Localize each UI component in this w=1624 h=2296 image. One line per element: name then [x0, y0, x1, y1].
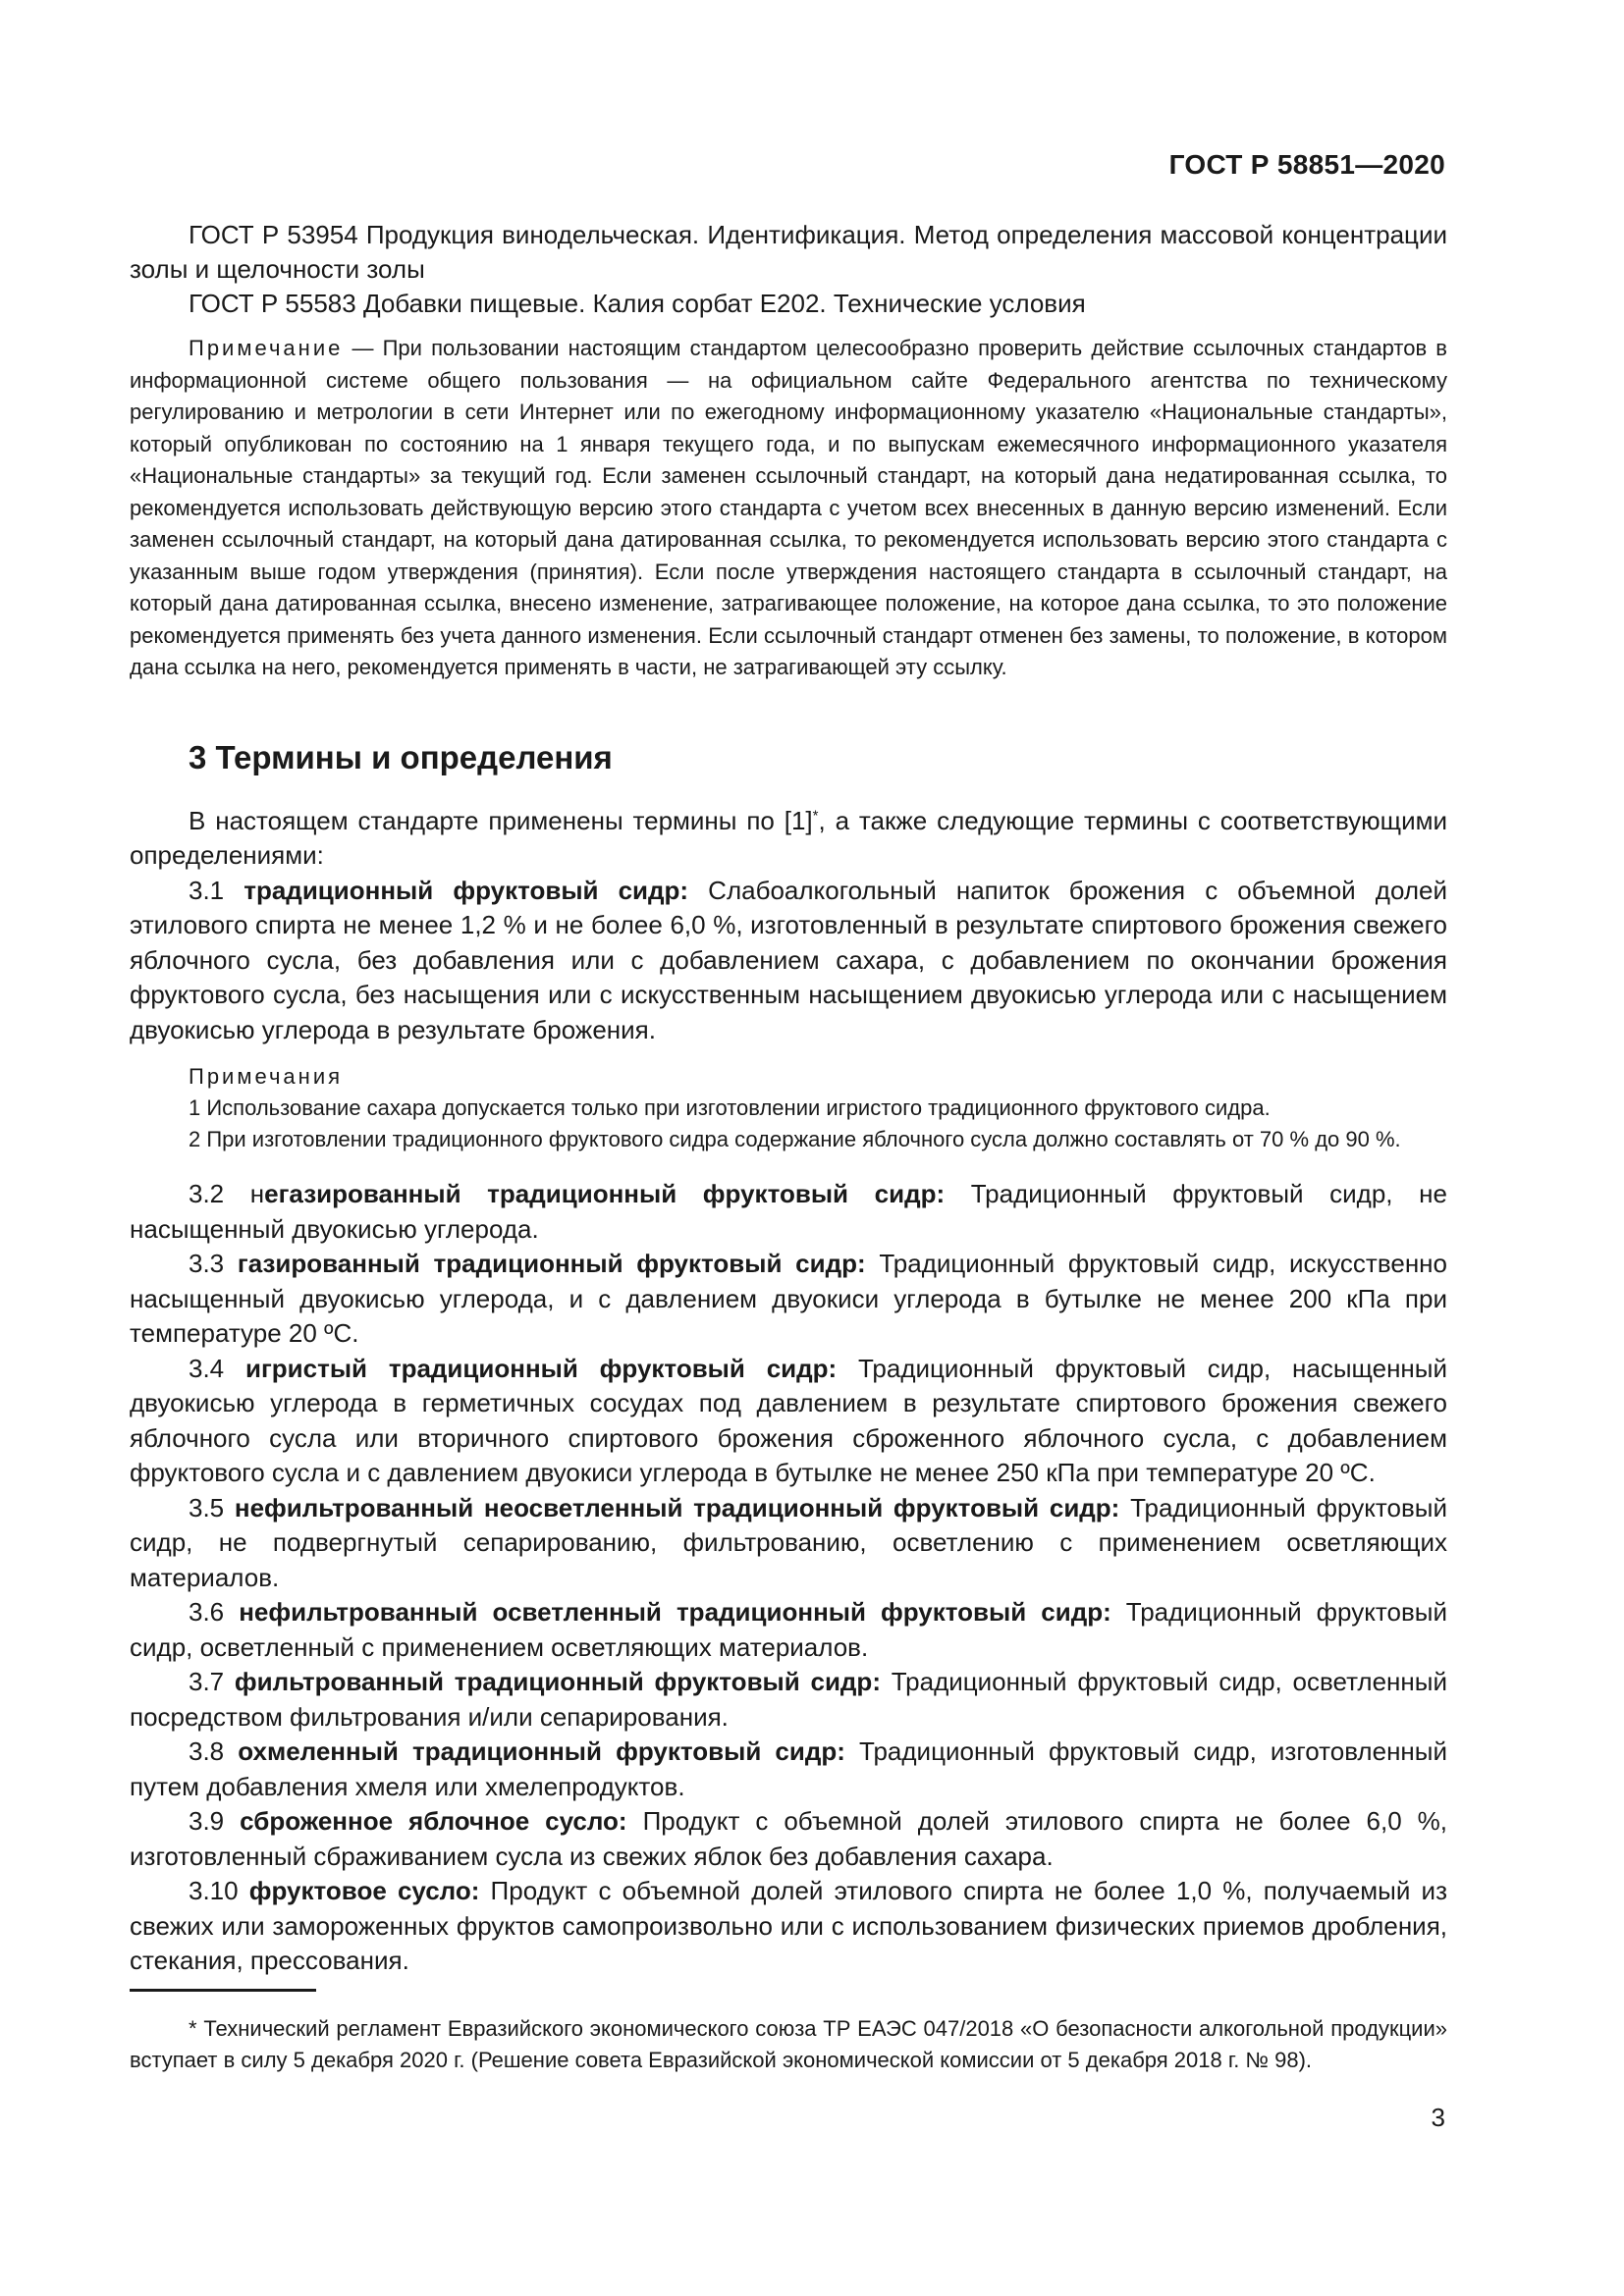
term-definition-3-9	[130, 1804, 1447, 1874]
term-text: Традиционный фруктовый сидр, насыщенный двуокисью углерода в герметичных сосудах под давлением в результате спиртового брожения свежего яблочного сусла или вторичного спиртового брожения сброженного яблочного сусла, с добавлением фруктового сусла и с давлением двуокиси углерода в бутылке не менее 250 кПа при температуре 20 ºС.	[130, 1353, 1447, 1488]
term-number: 3.4	[189, 1353, 245, 1383]
term-name: охмеленный традиционный фруктовый сидр:	[238, 1736, 845, 1767]
term-text: Слабоалкогольный напиток брожения с объемной долей этилового спирта не менее 1,2 % и не более 6,0 %, изготовленный в результате спиртового брожения свежего яблочного сусла, без добавления или с добавлением сахара, с добавлением по окончании брожения фруктового сусла, без насыщения или с искусственным насыщением двуокисью углерода или с насыщением двуокисью углерода в результате брожения.	[130, 875, 1447, 1044]
footnote-divider	[130, 1989, 316, 1992]
term-list	[130, 1177, 1447, 1979]
page-content	[130, 218, 1447, 2076]
term-number: 3.2	[189, 1179, 250, 1209]
note-text: — При пользовании настоящим стандартом целесообразно проверить действие ссылочных стандартов в информационной системе общего пользования — на официальном сайте Федерального агентства по техническому регулированию и метрологии в сети Интернет или по ежегодному информационному указателю «Национальные стандарты», который опубликован по состоянию на 1 января текущего года, и по выпускам ежемесячного информационного указателя «Национальные стандарты» за текущий год. Если заменен ссылочный стандарт, на который дана недатированная ссылка, то рекомендуется использовать действующую версию этого стандарта с учетом всех внесенных в данную версию изменений. Если заменен ссылочный стандарт, на который дана датированная ссылка, то рекомендуется использовать версию этого стандарта с указанным выше годом утверждения (принятия). Если после утверждения настоящего стандарта в ссылочный стандарт, на который дана датированная ссылка, внесено изменение, затрагивающее положение, на которое дана ссылка, то это положение рекомендуется применять без учета данного изменения. Если ссылочный стандарт отменен без замены, то положение, в котором дана ссылка на него, рекомендуется применять в части, не затрагивающей эту ссылку.	[130, 336, 1447, 679]
term-definition-3-5	[130, 1491, 1447, 1596]
term-name: фильтрованный традиционный фруктовый сидр:	[234, 1667, 881, 1697]
term-text: Традиционный фруктовый сидр, осветленный посредством фильтрования и/или сепарирования.	[130, 1667, 1447, 1732]
term-number: 3.6	[189, 1597, 240, 1628]
term-notes	[130, 1061, 1447, 1155]
term-text: Традиционный фруктовый сидр, не подвергнутый сепарированию, фильтрованию, осветлению с применением осветляющих материалов.	[130, 1492, 1447, 1592]
term-name: игристый традиционный фруктовый сидр:	[244, 1353, 838, 1383]
note-item: 2 При изготовлении традиционного фруктового сидра содержание яблочного сусла должно составлять от 70 % до 90 %.	[189, 1127, 1401, 1152]
term-prefix: н	[249, 1179, 265, 1209]
term-name: газированный традиционный фруктовый сидр:	[237, 1249, 866, 1279]
notes-label: Примечания	[189, 1064, 344, 1090]
term-number: 3.1	[189, 875, 244, 905]
intro-text-before: В настоящем стандарте применены термины по [1]	[189, 805, 813, 835]
note-item: 1 Использование сахара допускается только при изготовлении игристого традиционного фруктового сидра.	[189, 1095, 1271, 1121]
term-definition-3-2	[130, 1177, 1447, 1247]
reference-line: ГОСТ Р 55583 Добавки пищевые. Калия сорбат Е202. Технические условия	[189, 289, 1086, 318]
term-text: Продукт с объемной долей этилового спирта не более 1,0 %, получаемый из свежих или замороженных фруктов самопроизвольно или с использованием физических приемов дробления, стекания, прессования.	[130, 1876, 1448, 1976]
term-name: егазированный традиционный фруктовый сидр:	[264, 1179, 946, 1209]
term-number: 3.10	[189, 1876, 249, 1906]
term-text: Традиционный фруктовый сидр, изготовленный путем добавления хмеля или хмелепродуктов.	[130, 1736, 1447, 1801]
page-number: 3	[1431, 2103, 1445, 2132]
reference-line: ГОСТ Р 53954 Продукция винодельческая. Идентификация. Метод определения массовой концентрации золы и щелочности золы	[130, 220, 1447, 284]
term-name: традиционный фруктовый сидр:	[244, 875, 689, 905]
term-number: 3.3	[189, 1249, 238, 1279]
term-text: Традиционный фруктовый сидр, искусственно насыщенный двуокисью углерода, и с давлением двуокиси углерода в бутылке не менее 200 кПа при температуре 20 ºС.	[130, 1249, 1447, 1349]
reference-note	[130, 333, 1447, 684]
term-number: 3.7	[189, 1667, 235, 1697]
term-definition-3-1	[130, 874, 1447, 1048]
term-definition-3-7	[130, 1665, 1447, 1735]
section-title: 3 Термины и определения	[189, 738, 613, 775]
term-name: сброженное яблочное сусло:	[240, 1806, 627, 1837]
document-code: ГОСТ Р 58851—2020	[1168, 149, 1445, 180]
term-definition-3-10	[130, 1874, 1447, 1979]
term-definition-3-4	[130, 1352, 1447, 1491]
term-name: фруктовое сусло:	[248, 1876, 480, 1906]
footnote: * Технический регламент Евразийского экономического союза ТР ЕАЭС 047/2018 «О безопасности алкогольной продукции» вступает в силу 5 декабря 2020 г. (Решение совета Евразийской экономической комиссии от 5 декабря 2018 г. № 98).	[130, 2015, 1447, 2072]
term-number: 3.5	[189, 1492, 235, 1522]
term-number: 3.8	[189, 1736, 239, 1767]
term-number: 3.9	[189, 1806, 241, 1837]
term-definition-3-8	[130, 1735, 1447, 1804]
term-text: Продукт с объемной долей этилового спирта не более 6,0 %, изготовленный сбраживанием сусла из свежих яблок без добавления сахара.	[130, 1806, 1447, 1871]
footnote-marker: *	[812, 807, 819, 825]
section-intro	[130, 804, 1447, 874]
note-label: Примечание	[189, 336, 344, 360]
intro-text-after: , а также следующие термины с соответствующими определениями:	[130, 805, 1447, 871]
term-name: нефильтрованный неосветленный традиционный фруктовый сидр:	[234, 1492, 1120, 1522]
term-text: Традиционный фруктовый сидр, не насыщенный двуокисью углерода.	[130, 1179, 1447, 1244]
term-definition-3-6	[130, 1595, 1447, 1665]
term-text: Традиционный фруктовый сидр, осветленный с применением осветляющих материалов.	[130, 1597, 1447, 1662]
term-definition-3-3	[130, 1247, 1447, 1352]
term-name: нефильтрованный осветленный традиционный фруктовый сидр:	[239, 1597, 1111, 1628]
